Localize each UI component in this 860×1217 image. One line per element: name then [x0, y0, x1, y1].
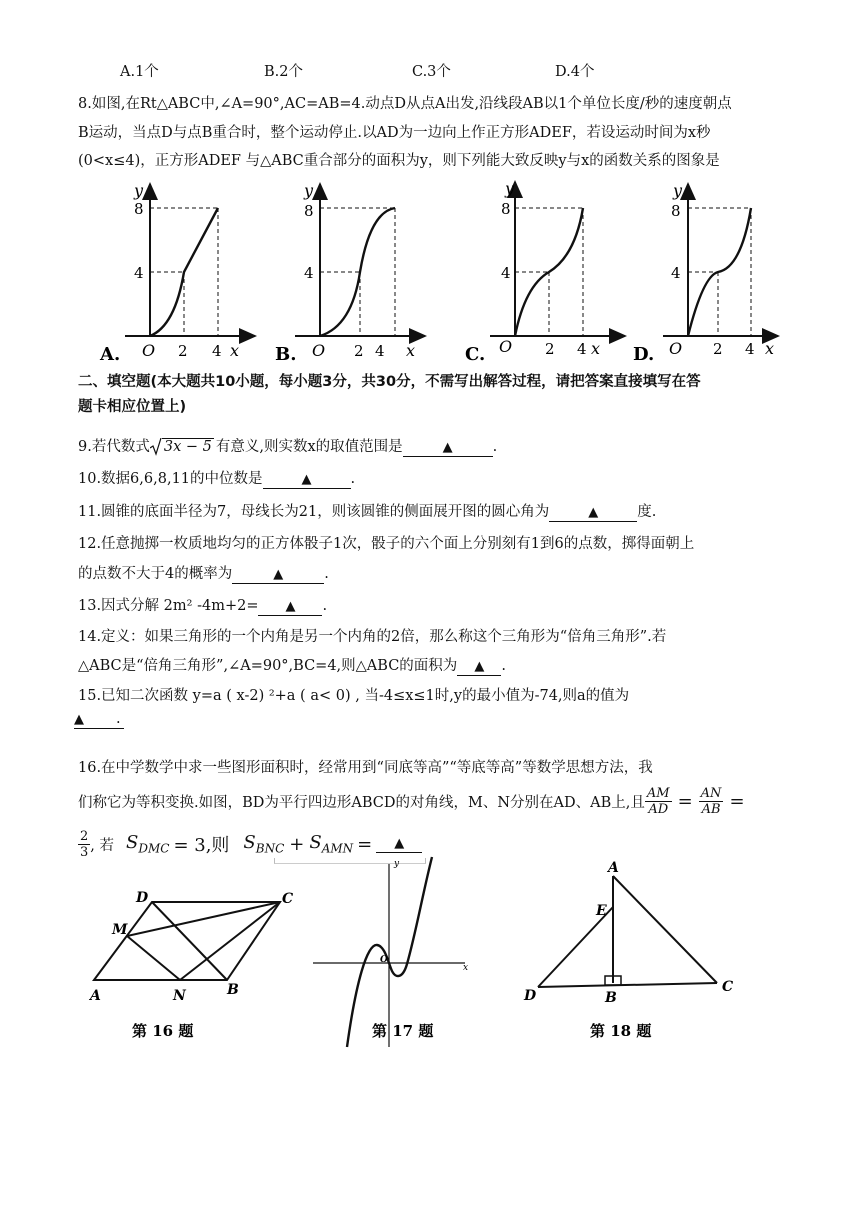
fig16-caption: 第 16 题	[132, 1022, 194, 1040]
q10-answer-blank[interactable]: ▲	[263, 472, 351, 489]
fig18-point-d: D	[524, 988, 537, 1004]
q16-text: 们称它为等积变换.如图，BD为平行四边形ABCD的对角线，M、N分别在AD、AB上,且	[78, 794, 645, 811]
graph-a-tick-8: 8	[134, 200, 144, 218]
graph-d-option-label: D.	[633, 344, 655, 365]
q9-sqrt	[150, 439, 214, 455]
q7-option-a: A.1个	[120, 64, 159, 80]
graph-a-tick-x2: 2	[178, 342, 188, 360]
graph-c-origin: O	[499, 337, 513, 356]
q7-option-b: B.2个	[264, 64, 303, 80]
q9-answer-blank[interactable]: ▲	[403, 440, 493, 457]
q16-line2	[78, 784, 751, 818]
graph-d-tick-4: 4	[671, 264, 681, 282]
q15-line1: 15.已知二次函数 y=a ( x-2) ²+a ( a< 0) , 当-4≤x≤1时,y的最小值为-74,则a的值为	[78, 688, 630, 704]
q7-option-c: C.3个	[412, 64, 451, 80]
q15-line2	[74, 711, 121, 729]
q14-line1: 14.定义：如果三角形的一个内角是另一个内角的2倍，那么称这个三角形为“倍角三角形”.若	[78, 629, 667, 645]
graph-c	[465, 179, 625, 365]
q8-line1: 8.如图,在Rt△ABC中,∠A=90°,AC=AB=4.动点D从点A出发,沿线段AB以1个单位长度/秒的速度朝点	[78, 96, 732, 112]
q13-end: .	[322, 598, 328, 614]
fig16-point-d: D	[136, 890, 149, 906]
graph-a-tick-4: 4	[134, 264, 144, 282]
graph-b-tick-x2: 2	[354, 342, 364, 360]
q16-s-dmc-value: = 3,则	[173, 835, 230, 856]
fig16-point-a: A	[90, 988, 101, 1004]
q8-line2: B运动，当点D与点B重合时，整个运动停止.以AD为一边向上作正方形ADEF，若设运动时间为x秒	[78, 125, 711, 141]
graph-c-tick-8: 8	[501, 200, 511, 218]
q13-answer-blank[interactable]: ▲	[258, 599, 322, 616]
q14-answer-blank[interactable]: ▲	[457, 659, 501, 676]
q12-line1: 12.任意抛掷一枚质地均匀的正方体骰子1次，骰子的六个面上分别刻有1到6的点数，掷得面朝上	[78, 536, 695, 552]
graph-b	[275, 181, 425, 365]
q16-line1: 16.在中学数学中求一些图形面积时，经常用到“同底等高”“等底等高”等数学思想方法，我	[78, 760, 653, 776]
q16-text-if: , 若	[90, 837, 114, 854]
graph-c-tick-x2: 2	[545, 340, 555, 358]
fig17-cubic-graph	[313, 857, 465, 1047]
fig16-point-b: B	[227, 982, 239, 998]
graph-c-y-label: y	[505, 179, 515, 198]
q9-text-2: 有意义,则实数x的取值范围是	[215, 439, 403, 455]
q16-s-bnc: $S_{BNC}$	[243, 832, 285, 856]
q16-s-amn: $S_{AMN}$	[309, 832, 354, 856]
graph-a-option-label: A.	[100, 344, 121, 365]
q12-text: 的点数不大于4的概率为	[78, 566, 233, 582]
q9-text: 9.若代数式	[78, 439, 150, 455]
fig18-point-b: B	[605, 990, 617, 1006]
q9-sqrt-expr: 3x − 5	[163, 439, 212, 455]
q13	[78, 594, 327, 616]
fig17-y-label: y	[394, 859, 400, 869]
graph-c-tick-4: 4	[501, 264, 511, 282]
graph-b-x-label: x	[406, 341, 416, 360]
fig18-caption: 第 18 题	[590, 1022, 652, 1040]
fig17-caption: 第 17 题	[372, 1022, 434, 1040]
graph-b-tick-4: 4	[304, 264, 314, 282]
fig16-point-c: C	[282, 891, 294, 907]
q12-answer-blank[interactable]: ▲	[232, 567, 324, 584]
q9-end: .	[492, 439, 498, 455]
graph-b-origin: O	[312, 341, 326, 360]
sqrt-sign-icon	[150, 438, 162, 456]
fig18-triangles	[538, 876, 717, 987]
fig18-point-a: A	[608, 860, 619, 876]
q16-eq-3: =	[357, 833, 373, 855]
graph-b-y-label: y	[304, 181, 314, 200]
graph-c-x-label: x	[591, 339, 601, 358]
figures	[80, 852, 780, 1052]
graph-b-tick-8: 8	[304, 202, 314, 220]
q12-end: .	[324, 566, 329, 582]
q11	[78, 500, 656, 522]
q14-line2	[78, 654, 506, 676]
q16-eq-2: =	[729, 790, 745, 812]
graph-c-option-label: C.	[465, 344, 486, 365]
q16-frac-am-ad: $\frac{AM}{AD}$	[646, 785, 670, 817]
fig16-parallelogram	[94, 902, 280, 980]
q13-text: 13.因式分解 2m² -4m+2=	[78, 598, 259, 614]
section2-heading-line2: 题卡相应位置上)	[78, 399, 187, 415]
q16-frac-an-ab: $\frac{AN}{AB}$	[700, 785, 722, 817]
graph-c-tick-x4: 4	[577, 340, 587, 358]
fig18-point-c: C	[722, 979, 734, 995]
q10	[78, 467, 355, 489]
fig16-point-m: M	[112, 922, 128, 938]
graph-d-y-label: y	[673, 181, 683, 200]
q14-text: △ABC是“倍角三角形”,∠A=90°,BC=4,则△ABC的面积为	[78, 658, 458, 674]
section2-heading-line1: 二、填空题(本大题共10小题，每小题3分，共30分，不需写出解答过程，请把答案直接填写在答	[78, 374, 701, 390]
q8-line3: (0<x≤4)，正方形ADEF 与△ABC重合部分的面积为y，则下列能大致反映y与x的函数关系的图象是	[78, 153, 720, 169]
graph-b-tick-x4: 4	[375, 342, 385, 360]
q10-text: 10.数据6,6,8,11的中位数是	[78, 471, 263, 487]
q11-end: 度.	[637, 504, 657, 520]
q7-option-d: D.4个	[555, 64, 595, 80]
graph-d-tick-x4: 4	[745, 340, 755, 358]
q8-graphs	[85, 176, 785, 366]
q14-end: .	[501, 658, 506, 674]
q12-line2	[78, 562, 329, 584]
graph-d-tick-x2: 2	[713, 340, 723, 358]
q16-eq-1: =	[677, 790, 693, 812]
graph-a-origin: O	[142, 341, 156, 360]
q11-text: 11.圆锥的底面半径为7，母线长为21，则该圆锥的侧面展开图的圆心角为	[78, 504, 550, 520]
graph-d-origin: O	[669, 339, 683, 358]
graph-a	[99, 181, 255, 365]
graph-d-x-label: x	[765, 339, 775, 358]
fig17-x-label: x	[463, 963, 469, 973]
q16-frac-two-thirds: $\frac{2}{3}$	[80, 828, 89, 860]
graph-a-x-label: x	[230, 341, 240, 360]
graph-d	[633, 181, 778, 365]
q15-end: .	[116, 711, 121, 727]
graph-a-y-label: y	[134, 181, 144, 200]
q10-end: .	[350, 471, 356, 487]
q11-answer-blank[interactable]: ▲	[549, 505, 637, 522]
q16-s-dmc: $S_{DMC}$	[126, 832, 170, 856]
q16-answer-blank[interactable]: ▲	[376, 836, 422, 853]
graph-d-tick-8: 8	[671, 202, 681, 220]
fig16-point-n: N	[173, 988, 186, 1004]
q15-answer-blank[interactable]: ▲	[74, 712, 124, 729]
q9	[78, 435, 497, 457]
graph-b-option-label: B.	[275, 344, 297, 365]
graph-a-tick-x4: 4	[212, 342, 222, 360]
q16-plus: +	[289, 833, 305, 855]
fig17-origin: O	[380, 955, 388, 965]
fig18-point-e: E	[596, 903, 607, 919]
